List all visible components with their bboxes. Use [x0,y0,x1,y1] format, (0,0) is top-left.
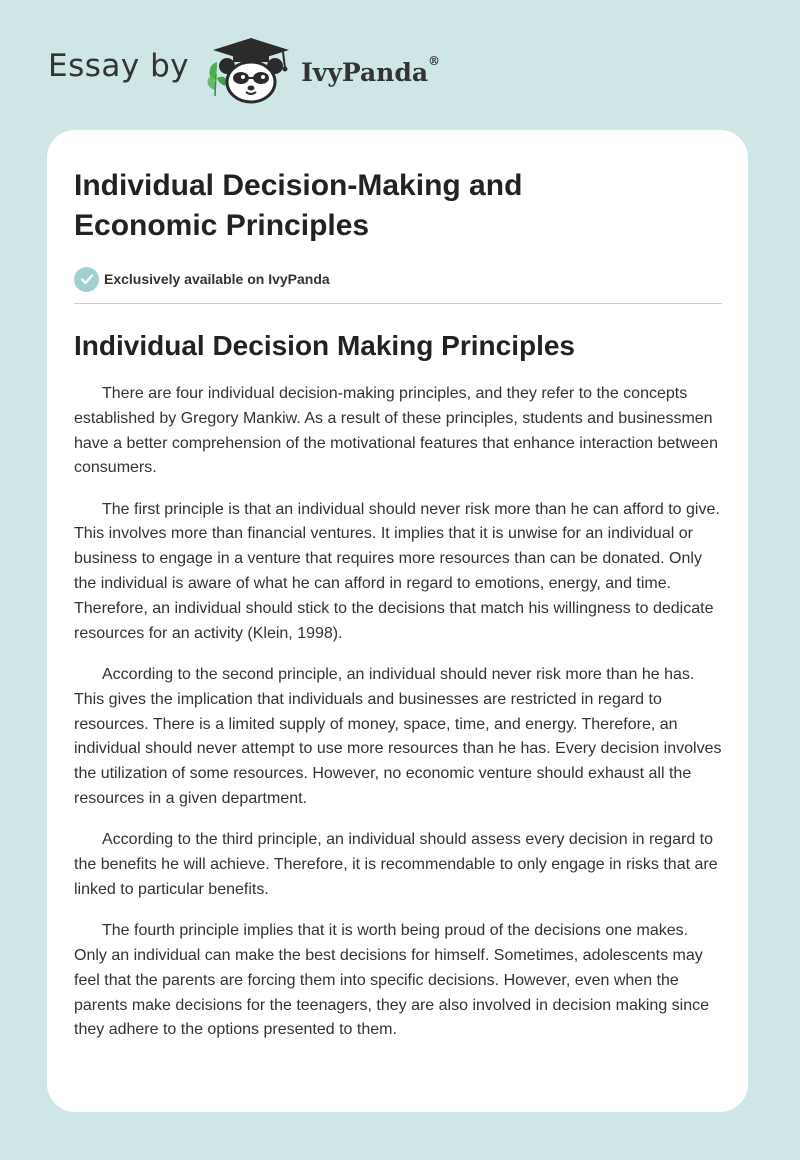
brand-name-text: IvyPanda [301,57,429,87]
essay-card [47,130,748,1112]
site-header-brand[interactable] [48,34,440,106]
check-icon [74,267,99,292]
registered-mark: ® [428,54,441,69]
divider [74,303,722,304]
exclusive-badge [74,266,721,292]
essay-body [74,382,722,1043]
page-title: Individual Decision-Making and Economic Principles [74,169,523,242]
paragraph: According to the third principle, an individual should assess every decision in regard to the benefits he will achieve. Therefore, it is recommendable to only engage in risks that are linked to particular benefits. [74,831,718,898]
brand-prefix: Essay by [48,48,190,84]
paragraph: The first principle is that an individual should never risk more than he can afford to give. This involves more than financial ventures. It implies that it is unwise for an individual or business to engage in a venture that requires more resources than can be donated. Only the individual is aware of what he can afford in regard to emotions, energy, and time. Therefore, an individual should stick to the decisions that match his willingness to dedicate resources for an activity (Klein, 1998). [74,500,720,642]
panda-graduate-icon [203,34,299,106]
section-heading: Individual Decision Making Principles [74,330,576,361]
brand-name [301,54,441,87]
paragraph: The fourth principle implies that it is worth being proud of the decisions one makes. Only an individual can make the best decisions for himself. Sometimes, adolescents may feel that the parents are forcing them into specific decisions. However, even when the parents make decisions for the teenagers, they are also involved in decision making since they adhere to the options presented to them. [74,922,710,1039]
exclusive-badge-label: Exclusively available on IvyPanda [104,271,330,287]
paragraph: According to the second principle, an individual should never risk more than he has. This gives the implication that individuals and businesses are restricted in regard to resources. There is a limited supply of money, space, time, and energy. Therefore, an individual should never attempt to use more resources than he has. Every decision involves the utilization of some resources. However, no economic venture should exhaust all the resources in a given department. [74,665,722,807]
paragraph: There are four individual decision-making principles, and they refer to the concepts established by Gregory Mankiw. As a result of these principles, students and businessmen have a better comprehension of the motivational features that enhance interaction between consumers. [74,385,718,477]
